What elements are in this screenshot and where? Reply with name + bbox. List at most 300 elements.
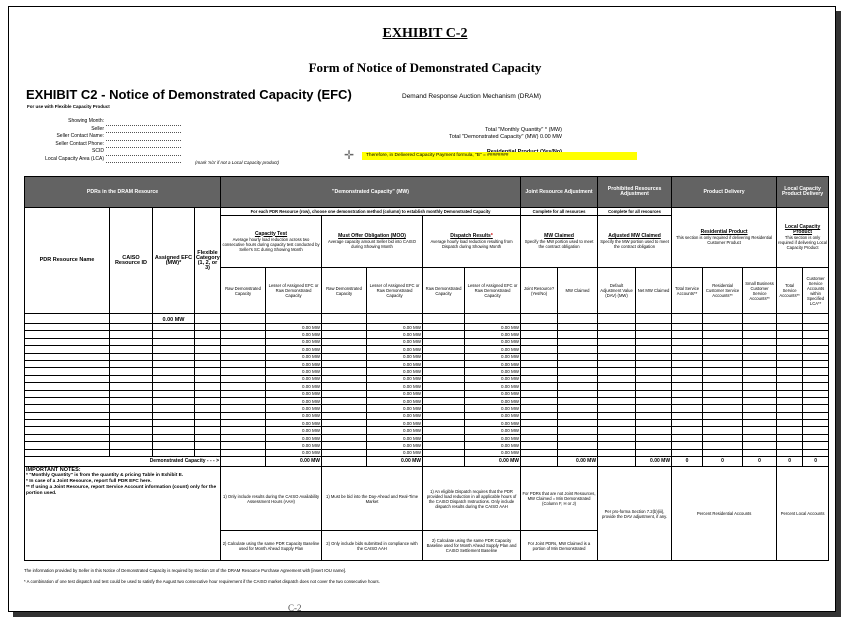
input-cell[interactable] <box>598 368 636 375</box>
input-cell[interactable] <box>423 324 465 331</box>
input-cell[interactable] <box>110 324 153 331</box>
input-cell[interactable] <box>743 360 777 367</box>
input-cell[interactable] <box>195 338 221 345</box>
input-cell[interactable] <box>703 368 743 375</box>
input-cell[interactable] <box>636 405 672 412</box>
input-cell[interactable] <box>110 442 153 449</box>
input-cell[interactable] <box>423 338 465 345</box>
input-cell[interactable] <box>423 449 465 456</box>
input-cell[interactable] <box>803 427 829 434</box>
input-cell[interactable] <box>703 442 743 449</box>
input-cell[interactable] <box>558 420 598 427</box>
input-cell[interactable] <box>777 442 803 449</box>
input-cell[interactable] <box>636 397 672 404</box>
input-cell[interactable] <box>703 397 743 404</box>
input-cell[interactable] <box>803 412 829 419</box>
input-cell[interactable] <box>598 427 636 434</box>
input-cell[interactable] <box>743 449 777 456</box>
input-cell[interactable] <box>777 405 803 412</box>
input-cell[interactable] <box>777 346 803 353</box>
input-cell[interactable] <box>703 412 743 419</box>
input-cell[interactable] <box>153 338 195 345</box>
input-cell[interactable] <box>195 405 221 412</box>
input-cell[interactable] <box>110 368 153 375</box>
input-cell[interactable] <box>153 397 195 404</box>
input-cell[interactable] <box>423 353 465 360</box>
input-cell[interactable] <box>25 360 110 367</box>
input-cell[interactable] <box>195 360 221 367</box>
input-cell[interactable] <box>703 353 743 360</box>
input-cell[interactable] <box>423 383 465 390</box>
input-cell[interactable] <box>558 324 598 331</box>
input-cell[interactable] <box>25 331 110 338</box>
input-cell[interactable] <box>195 353 221 360</box>
input-cell[interactable] <box>636 338 672 345</box>
input-cell[interactable] <box>110 434 153 441</box>
input-cell[interactable] <box>521 412 558 419</box>
input-cell[interactable] <box>322 338 367 345</box>
input-cell[interactable] <box>521 390 558 397</box>
input-cell[interactable] <box>25 346 110 353</box>
input-cell[interactable] <box>703 390 743 397</box>
input-cell[interactable] <box>558 368 598 375</box>
input-cell[interactable] <box>743 442 777 449</box>
input-cell[interactable] <box>195 434 221 441</box>
input-cell[interactable] <box>803 360 829 367</box>
input-cell[interactable] <box>195 346 221 353</box>
input-cell[interactable] <box>195 390 221 397</box>
input-cell[interactable] <box>322 360 367 367</box>
input-cell[interactable] <box>110 427 153 434</box>
input-cell[interactable] <box>598 397 636 404</box>
input-cell[interactable] <box>221 353 266 360</box>
input-cell[interactable] <box>672 368 703 375</box>
input-cell[interactable] <box>521 427 558 434</box>
input-cell[interactable] <box>803 449 829 456</box>
input-cell[interactable] <box>521 324 558 331</box>
input-cell[interactable] <box>743 383 777 390</box>
input-cell[interactable] <box>195 375 221 382</box>
input-cell[interactable] <box>25 397 110 404</box>
sub-lesser-moo: Lesser of Assigned EFC or Raw Demonstrated Capacity <box>367 268 423 314</box>
input-cell[interactable] <box>521 338 558 345</box>
input-cell[interactable] <box>195 442 221 449</box>
input-cell[interactable] <box>558 427 598 434</box>
input-cell[interactable] <box>153 324 195 331</box>
input-cell[interactable] <box>322 427 367 434</box>
input-cell[interactable] <box>322 397 367 404</box>
input-cell[interactable] <box>598 360 636 367</box>
input-cell[interactable] <box>777 375 803 382</box>
input-cell[interactable] <box>110 420 153 427</box>
input-cell[interactable] <box>221 442 266 449</box>
input-cell[interactable] <box>221 397 266 404</box>
input-cell[interactable] <box>521 420 558 427</box>
input-cell[interactable] <box>521 360 558 367</box>
input-cell[interactable] <box>636 442 672 449</box>
input-cell[interactable] <box>777 331 803 338</box>
input-cell[interactable] <box>322 324 367 331</box>
input-cell[interactable] <box>777 420 803 427</box>
input-cell[interactable] <box>322 368 367 375</box>
input-cell[interactable] <box>672 375 703 382</box>
input-cell[interactable] <box>521 397 558 404</box>
input-cell[interactable] <box>743 434 777 441</box>
seller-contact-phone-field[interactable] <box>106 141 181 149</box>
input-cell[interactable] <box>25 420 110 427</box>
input-cell[interactable] <box>777 397 803 404</box>
input-cell[interactable] <box>558 338 598 345</box>
input-cell[interactable] <box>672 449 703 456</box>
input-cell[interactable] <box>672 397 703 404</box>
input-cell[interactable] <box>743 390 777 397</box>
input-cell[interactable] <box>743 353 777 360</box>
input-cell[interactable] <box>672 338 703 345</box>
input-cell[interactable] <box>153 420 195 427</box>
input-cell[interactable] <box>558 383 598 390</box>
input-cell[interactable] <box>221 331 266 338</box>
input-cell[interactable] <box>558 434 598 441</box>
input-cell[interactable] <box>25 434 110 441</box>
showing-month-field[interactable] <box>106 118 181 126</box>
input-cell[interactable] <box>521 442 558 449</box>
input-cell[interactable] <box>777 353 803 360</box>
input-cell[interactable] <box>743 397 777 404</box>
input-cell[interactable] <box>703 383 743 390</box>
input-cell[interactable] <box>423 405 465 412</box>
input-cell[interactable] <box>322 390 367 397</box>
input-cell[interactable] <box>25 442 110 449</box>
row-value: 0.00 MW <box>367 420 423 427</box>
input-cell[interactable] <box>423 375 465 382</box>
input-cell[interactable] <box>743 324 777 331</box>
input-cell[interactable] <box>25 405 110 412</box>
input-cell[interactable] <box>25 353 110 360</box>
input-cell[interactable] <box>110 405 153 412</box>
input-cell[interactable] <box>803 368 829 375</box>
input-cell[interactable] <box>423 390 465 397</box>
input-cell[interactable] <box>25 383 110 390</box>
input-cell[interactable] <box>636 434 672 441</box>
input-cell[interactable] <box>777 412 803 419</box>
input-cell[interactable] <box>322 420 367 427</box>
input-cell[interactable] <box>743 427 777 434</box>
input-cell[interactable] <box>521 353 558 360</box>
input-cell[interactable] <box>743 338 777 345</box>
input-cell[interactable] <box>598 353 636 360</box>
input-cell[interactable] <box>322 353 367 360</box>
input-cell[interactable] <box>672 442 703 449</box>
input-cell[interactable] <box>672 346 703 353</box>
input-cell[interactable] <box>195 427 221 434</box>
input-cell[interactable] <box>672 360 703 367</box>
input-cell[interactable] <box>558 449 598 456</box>
input-cell[interactable] <box>598 449 636 456</box>
input-cell[interactable] <box>636 412 672 419</box>
input-cell[interactable] <box>598 412 636 419</box>
input-cell[interactable] <box>636 346 672 353</box>
input-cell[interactable] <box>743 420 777 427</box>
input-cell[interactable] <box>672 331 703 338</box>
input-cell[interactable] <box>703 360 743 367</box>
field-label: Local Capacity Area (LCA) <box>45 155 104 162</box>
input-cell[interactable] <box>110 383 153 390</box>
input-cell[interactable] <box>110 353 153 360</box>
input-cell[interactable] <box>110 375 153 382</box>
input-cell[interactable] <box>25 324 110 331</box>
input-cell[interactable] <box>195 397 221 404</box>
input-cell[interactable] <box>423 346 465 353</box>
input-cell[interactable] <box>221 368 266 375</box>
input-cell[interactable] <box>743 331 777 338</box>
input-cell[interactable] <box>598 338 636 345</box>
input-cell[interactable] <box>153 383 195 390</box>
input-cell[interactable] <box>672 390 703 397</box>
input-cell[interactable] <box>110 390 153 397</box>
input-cell[interactable] <box>598 375 636 382</box>
row-value: 0.00 MW <box>266 375 322 382</box>
input-cell[interactable] <box>636 420 672 427</box>
input-cell[interactable] <box>558 360 598 367</box>
input-cell[interactable] <box>558 442 598 449</box>
input-cell[interactable] <box>110 360 153 367</box>
input-cell[interactable] <box>703 449 743 456</box>
input-cell[interactable] <box>803 390 829 397</box>
input-cell[interactable] <box>110 338 153 345</box>
input-cell[interactable] <box>703 331 743 338</box>
input-cell[interactable] <box>221 324 266 331</box>
input-cell[interactable] <box>153 346 195 353</box>
input-cell[interactable] <box>25 338 110 345</box>
input-cell[interactable] <box>672 353 703 360</box>
input-cell[interactable] <box>153 427 195 434</box>
input-cell[interactable] <box>803 331 829 338</box>
seller-field[interactable] <box>106 126 181 134</box>
input-cell[interactable] <box>636 383 672 390</box>
input-cell[interactable] <box>153 405 195 412</box>
input-cell[interactable] <box>521 405 558 412</box>
input-cell[interactable] <box>221 375 266 382</box>
input-cell[interactable] <box>322 405 367 412</box>
input-cell[interactable] <box>221 383 266 390</box>
input-cell[interactable] <box>221 346 266 353</box>
input-cell[interactable] <box>221 434 266 441</box>
input-cell[interactable] <box>672 324 703 331</box>
input-cell[interactable] <box>25 368 110 375</box>
input-cell[interactable] <box>521 375 558 382</box>
input-cell[interactable] <box>25 412 110 419</box>
input-cell[interactable] <box>322 331 367 338</box>
input-cell[interactable] <box>777 338 803 345</box>
input-cell[interactable] <box>803 434 829 441</box>
input-cell[interactable] <box>195 368 221 375</box>
input-cell[interactable] <box>777 449 803 456</box>
input-cell[interactable] <box>558 346 598 353</box>
input-cell[interactable] <box>703 427 743 434</box>
input-cell[interactable] <box>636 331 672 338</box>
scid-field[interactable] <box>106 148 181 156</box>
input-cell[interactable] <box>195 449 221 456</box>
input-cell[interactable] <box>521 331 558 338</box>
input-cell[interactable] <box>672 434 703 441</box>
input-cell[interactable] <box>110 412 153 419</box>
input-cell[interactable] <box>221 449 266 456</box>
input-cell[interactable] <box>598 405 636 412</box>
input-cell[interactable] <box>636 449 672 456</box>
input-cell[interactable] <box>598 346 636 353</box>
input-cell[interactable] <box>423 434 465 441</box>
input-cell[interactable] <box>110 397 153 404</box>
input-cell[interactable] <box>558 405 598 412</box>
input-cell[interactable] <box>743 375 777 382</box>
input-cell[interactable] <box>803 405 829 412</box>
input-cell[interactable] <box>777 368 803 375</box>
input-cell[interactable] <box>743 405 777 412</box>
input-cell[interactable] <box>322 412 367 419</box>
input-cell[interactable] <box>636 324 672 331</box>
input-cell[interactable] <box>221 420 266 427</box>
input-cell[interactable] <box>777 383 803 390</box>
seller-contact-name-field[interactable] <box>106 133 181 141</box>
input-cell[interactable] <box>153 368 195 375</box>
input-cell[interactable] <box>703 375 743 382</box>
input-cell[interactable] <box>703 420 743 427</box>
input-cell[interactable] <box>322 375 367 382</box>
input-cell[interactable] <box>195 412 221 419</box>
input-cell[interactable] <box>598 390 636 397</box>
input-cell[interactable] <box>423 397 465 404</box>
input-cell[interactable] <box>703 434 743 441</box>
input-cell[interactable] <box>423 427 465 434</box>
input-cell[interactable] <box>110 346 153 353</box>
col-flexible-category: Flexible Category (1, 2, or 3) <box>195 208 221 314</box>
input-cell[interactable] <box>558 390 598 397</box>
input-cell[interactable] <box>558 353 598 360</box>
input-cell[interactable] <box>423 412 465 419</box>
input-cell[interactable] <box>803 397 829 404</box>
input-cell[interactable] <box>153 360 195 367</box>
input-cell[interactable] <box>598 331 636 338</box>
input-cell[interactable] <box>195 331 221 338</box>
input-cell[interactable] <box>777 434 803 441</box>
input-cell[interactable] <box>322 442 367 449</box>
input-cell[interactable] <box>558 375 598 382</box>
input-cell[interactable] <box>598 420 636 427</box>
input-cell[interactable] <box>423 360 465 367</box>
input-cell[interactable] <box>25 449 110 456</box>
input-cell[interactable] <box>221 412 266 419</box>
input-cell[interactable] <box>221 338 266 345</box>
input-cell[interactable] <box>672 427 703 434</box>
input-cell[interactable] <box>598 324 636 331</box>
input-cell[interactable] <box>743 412 777 419</box>
input-cell[interactable] <box>672 420 703 427</box>
input-cell[interactable] <box>703 338 743 345</box>
input-cell[interactable] <box>322 383 367 390</box>
input-cell[interactable] <box>636 427 672 434</box>
input-cell[interactable] <box>195 324 221 331</box>
input-cell[interactable] <box>153 375 195 382</box>
input-cell[interactable] <box>803 353 829 360</box>
input-cell[interactable] <box>703 405 743 412</box>
input-cell[interactable] <box>803 375 829 382</box>
input-cell[interactable] <box>521 346 558 353</box>
input-cell[interactable] <box>743 368 777 375</box>
input-cell[interactable] <box>521 368 558 375</box>
input-cell[interactable] <box>598 434 636 441</box>
input-cell[interactable] <box>558 331 598 338</box>
input-cell[interactable] <box>703 324 743 331</box>
input-cell[interactable] <box>803 420 829 427</box>
input-cell[interactable] <box>777 427 803 434</box>
input-cell[interactable] <box>558 397 598 404</box>
input-cell[interactable] <box>110 449 153 456</box>
input-cell[interactable] <box>195 420 221 427</box>
input-cell[interactable] <box>423 420 465 427</box>
input-cell[interactable] <box>672 383 703 390</box>
input-cell[interactable] <box>195 383 221 390</box>
input-cell[interactable] <box>153 390 195 397</box>
input-cell[interactable] <box>636 375 672 382</box>
input-cell[interactable] <box>153 434 195 441</box>
local-desc: This section is only required if delivering Local Capacity Product <box>778 235 828 250</box>
input-cell[interactable] <box>803 442 829 449</box>
input-cell[interactable] <box>636 368 672 375</box>
input-cell[interactable] <box>153 412 195 419</box>
input-cell[interactable] <box>521 434 558 441</box>
input-cell[interactable] <box>777 324 803 331</box>
input-cell[interactable] <box>153 442 195 449</box>
input-cell[interactable] <box>672 405 703 412</box>
input-cell[interactable] <box>521 383 558 390</box>
input-cell[interactable] <box>558 412 598 419</box>
input-cell[interactable] <box>672 412 703 419</box>
input-cell[interactable] <box>777 360 803 367</box>
input-cell[interactable] <box>221 360 266 367</box>
input-cell[interactable] <box>322 346 367 353</box>
input-cell[interactable] <box>153 449 195 456</box>
input-cell[interactable] <box>25 390 110 397</box>
input-cell[interactable] <box>803 346 829 353</box>
input-cell[interactable] <box>221 427 266 434</box>
input-cell[interactable] <box>153 353 195 360</box>
input-cell[interactable] <box>110 331 153 338</box>
input-cell[interactable] <box>743 346 777 353</box>
input-cell[interactable] <box>636 353 672 360</box>
input-cell[interactable] <box>636 360 672 367</box>
input-cell[interactable] <box>636 390 672 397</box>
input-cell[interactable] <box>322 434 367 441</box>
input-cell[interactable] <box>153 331 195 338</box>
input-cell[interactable] <box>803 338 829 345</box>
input-cell[interactable] <box>423 331 465 338</box>
input-cell[interactable] <box>598 383 636 390</box>
input-cell[interactable] <box>803 324 829 331</box>
input-cell[interactable] <box>521 449 558 456</box>
input-cell[interactable] <box>598 442 636 449</box>
input-cell[interactable] <box>25 427 110 434</box>
input-cell[interactable] <box>221 405 266 412</box>
input-cell[interactable] <box>322 449 367 456</box>
input-cell[interactable] <box>221 390 266 397</box>
input-cell[interactable] <box>777 390 803 397</box>
input-cell[interactable] <box>25 375 110 382</box>
input-cell[interactable] <box>423 368 465 375</box>
lca-field[interactable] <box>106 156 181 164</box>
input-cell[interactable] <box>423 442 465 449</box>
input-cell[interactable] <box>803 383 829 390</box>
input-cell[interactable] <box>703 346 743 353</box>
